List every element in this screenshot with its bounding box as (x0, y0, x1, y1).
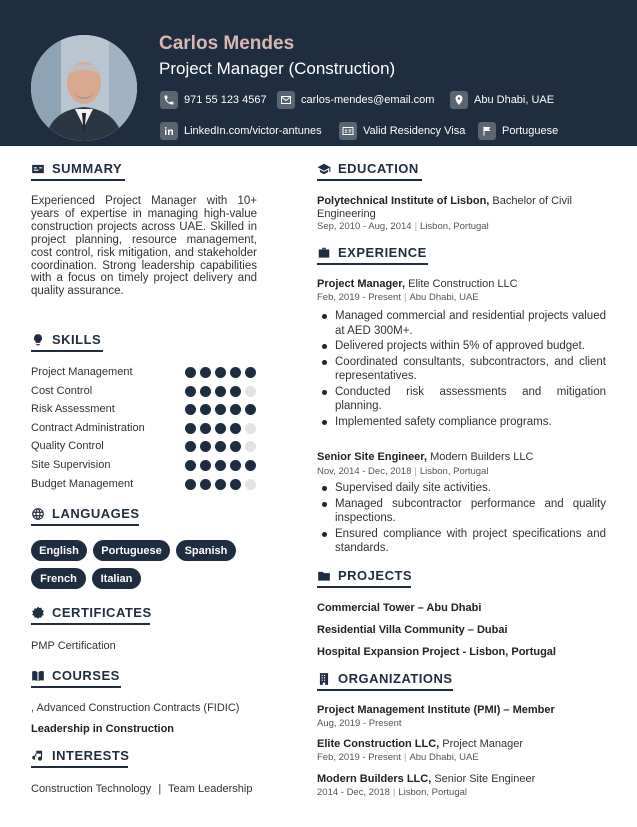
rating-dot (200, 367, 211, 378)
rating-dot (230, 479, 241, 490)
interest-separator: | (158, 783, 162, 795)
rating-dot (215, 479, 226, 490)
project-item: Commercial Tower – Abu Dhabi (317, 602, 482, 614)
rating-dot (230, 423, 241, 434)
rating-dot (230, 441, 241, 452)
interests-line (31, 783, 252, 795)
candidate-name: Carlos Mendes (159, 33, 295, 54)
interests-rule (31, 766, 128, 768)
course-item: Leadership in Construction (31, 723, 175, 735)
contact-visa (339, 122, 465, 140)
globe-icon (31, 507, 45, 521)
education-dates: Sep, 2010 - Aug, 2014 (317, 221, 412, 232)
rating-dot (185, 479, 196, 490)
job-bullets (317, 481, 606, 557)
rating-dot (200, 386, 211, 397)
bullet-item: Supervised daily site activities. (317, 481, 606, 496)
school-name: Polytechnical Institute of Lisbon, (317, 195, 490, 207)
briefcase-icon (317, 246, 331, 260)
rating-dot (245, 460, 256, 471)
rating-dot (215, 404, 226, 415)
bullet-item: Coordinated consultants, subcontractors, and client representatives. (317, 355, 606, 384)
organization-meta: Feb, 2019 - Present | Abu Dhabi, UAE (317, 752, 479, 763)
projects-rule (317, 586, 411, 588)
interest-item: Construction Technology (31, 783, 152, 795)
language-pill: Portuguese (93, 540, 170, 561)
skill-label: Contract Administration (31, 422, 145, 434)
education-heading: EDUCATION (317, 161, 419, 176)
summary-heading: SUMMARY (31, 161, 122, 176)
job-bullets (317, 309, 606, 430)
languages-heading: LANGUAGES (31, 506, 140, 521)
skill-label: Quality Control (31, 440, 104, 452)
lightbulb-icon (31, 333, 45, 347)
summary-text: Experienced Project Manager with 10+ years of expertise in managing high-value construction projects across UAE. Skilled in project planning, resource management, cost control, risk mitigation, and stakeholder coordination. Strong leadership capabilities with a focus on timely project delivery and quality assurance. (31, 195, 257, 298)
folder-icon (317, 569, 331, 583)
rating-dot (215, 460, 226, 471)
skill-label: Budget Management (31, 478, 134, 490)
skills-rule (31, 350, 103, 352)
rating-dot (185, 423, 196, 434)
experience-rule (317, 263, 428, 265)
education-meta: Sep, 2010 - Aug, 2014 | Lisbon, Portugal (317, 221, 489, 232)
mail-icon (277, 91, 295, 109)
skill-label: Risk Assessment (31, 403, 115, 415)
skill-rating (185, 386, 260, 397)
project-item: Hospital Expansion Project - Lisbon, Portugal (317, 646, 556, 658)
organization-meta: 2014 - Dec, 2018 | Lisbon, Portugal (317, 787, 468, 798)
course-item: , Advanced Construction Contracts (FIDIC) (31, 702, 240, 714)
degree: Bachelor of Civil Engineering (317, 195, 572, 220)
contact-location (450, 91, 554, 109)
id-card-icon (31, 162, 45, 176)
id-card-icon (339, 122, 357, 140)
rating-dot (185, 441, 196, 452)
projects-heading: PROJECTS (317, 568, 412, 583)
interests-heading: INTERESTS (31, 748, 129, 763)
skill-rating (185, 441, 260, 452)
organization-name: Modern Builders LLC, Senior Site Engineer (317, 773, 536, 785)
email-text[interactable]: carlos-mendes@email.com (301, 94, 435, 106)
rating-dot (245, 404, 256, 415)
linkedin-text[interactable]: LinkedIn.com/victor-antunes (184, 125, 322, 137)
organization-name: Elite Construction LLC, Project Manager (317, 738, 523, 750)
badge-icon (31, 606, 45, 620)
contact-linkedin[interactable] (160, 122, 322, 140)
rating-dot (185, 367, 196, 378)
rating-dot (185, 386, 196, 397)
certificate-item: PMP Certification (31, 640, 116, 652)
skill-label: Project Management (31, 366, 133, 378)
rating-dot (230, 367, 241, 378)
skill-label: Site Supervision (31, 459, 111, 471)
rating-dot (230, 404, 241, 415)
profile-photo (31, 35, 137, 141)
education-entry (317, 195, 607, 221)
rating-dot (215, 367, 226, 378)
skill-rating (185, 460, 260, 471)
bullet-item: Managed subcontractor performance and quality inspections. (317, 497, 606, 526)
education-rule (317, 179, 422, 181)
rating-dot (185, 460, 196, 471)
skills-heading: SKILLS (31, 332, 101, 347)
organization-name: Project Management Institute (PMI) – Member (317, 704, 555, 716)
rating-dot (215, 386, 226, 397)
rating-dot (245, 441, 256, 452)
bullet-item: Implemented safety compliance programs. (317, 415, 606, 430)
bullet-item: Conducted risk assessments and mitigation planning. (317, 385, 606, 414)
skill-rating (185, 404, 260, 415)
nationality-text: Portuguese (502, 125, 559, 137)
language-pill: English (31, 540, 87, 561)
interest-item: Team Leadership (168, 783, 253, 795)
job-title: Project Manager, Elite Construction LLC (317, 278, 518, 290)
contact-nationality (478, 122, 558, 140)
location-pin-icon (450, 91, 468, 109)
courses-heading: COURSES (31, 668, 120, 683)
skill-rating (185, 479, 260, 490)
phone-text: 971 55 123 4567 (184, 94, 267, 106)
location-text: Abu Dhabi, UAE (474, 94, 555, 106)
language-pill: French (31, 568, 86, 589)
rating-dot (230, 460, 241, 471)
phone-icon (160, 91, 178, 109)
contact-email[interactable] (277, 91, 434, 109)
certificates-rule (31, 623, 150, 625)
job-meta: Feb, 2019 - Present | Abu Dhabi, UAE (317, 292, 479, 303)
languages-rule (31, 524, 139, 526)
rating-dot (245, 367, 256, 378)
organizations-rule (317, 689, 453, 691)
rating-dot (200, 479, 211, 490)
rating-dot (200, 460, 211, 471)
rating-dot (215, 423, 226, 434)
job-meta: Nov, 2014 - Dec, 2018 | Lisbon, Portugal (317, 466, 489, 477)
flag-icon (478, 122, 496, 140)
rating-dot (245, 423, 256, 434)
language-pill: Spanish (176, 540, 236, 561)
visa-text: Valid Residency Visa (363, 125, 466, 137)
linkedin-icon (160, 122, 178, 140)
rating-dot (245, 479, 256, 490)
bullet-item: Delivered projects within 5% of approved budget. (317, 339, 606, 354)
rating-dot (215, 441, 226, 452)
bullet-item: Ensured compliance with project specifications and standards. (317, 527, 606, 556)
bullet-item: Managed commercial and residential projects valued at AED 300M+. (317, 309, 606, 338)
rating-dot (185, 404, 196, 415)
project-item: Residential Villa Community – Dubai (317, 624, 508, 636)
summary-rule (31, 179, 125, 181)
organization-meta: Aug, 2019 - Present (317, 718, 402, 729)
building-icon (317, 672, 331, 686)
rating-dot (230, 386, 241, 397)
courses-rule (31, 686, 121, 688)
book-icon (31, 669, 45, 683)
education-place: Lisbon, Portugal (420, 221, 489, 232)
rating-dot (200, 404, 211, 415)
rating-dot (200, 441, 211, 452)
music-note-icon (31, 749, 45, 763)
job-title: Senior Site Engineer, Modern Builders LLC (317, 451, 534, 463)
skill-rating (185, 367, 260, 378)
skill-rating (185, 423, 260, 434)
candidate-title: Project Manager (Construction) (159, 59, 396, 78)
rating-dot (200, 423, 211, 434)
rating-dot (245, 386, 256, 397)
language-pill: Italian (92, 568, 141, 589)
contact-phone (160, 91, 267, 109)
certificates-heading: CERTIFICATES (31, 605, 152, 620)
experience-heading: EXPERIENCE (317, 245, 427, 260)
organizations-heading: ORGANIZATIONS (317, 671, 453, 686)
graduation-cap-icon (317, 162, 331, 176)
skill-label: Cost Control (31, 385, 93, 397)
